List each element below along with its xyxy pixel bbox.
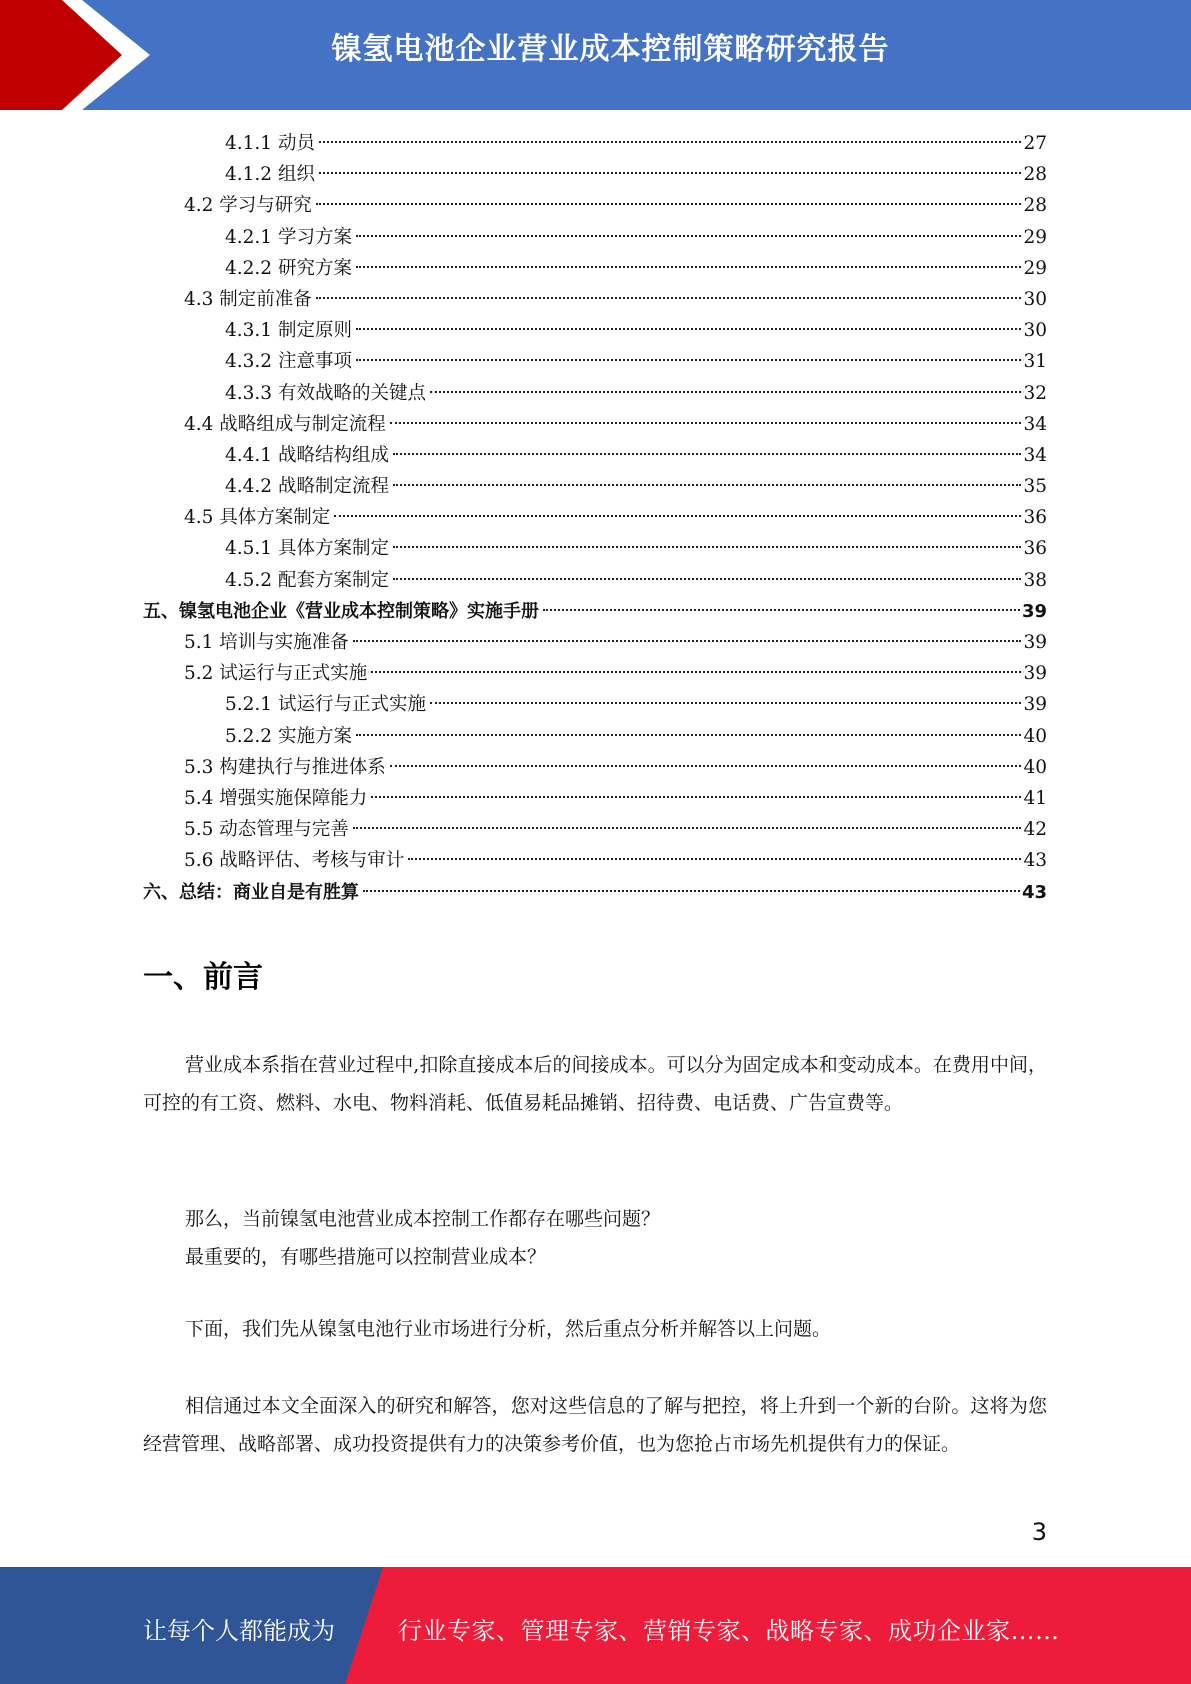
toc-entry-label: 5.5 动态管理与完善 [184, 814, 351, 845]
toc-entry[interactable] [143, 533, 1047, 564]
toc-entry[interactable] [143, 378, 1047, 409]
toc-entry-page: 39 [1022, 596, 1047, 627]
toc-entry-label: 4.4 战略组成与制定流程 [184, 409, 388, 440]
toc-entry-page: 31 [1023, 346, 1047, 377]
toc-entry-label: 5.2.2 实施方案 [225, 721, 354, 752]
toc-dot-leader [356, 359, 1022, 361]
toc-dot-leader [353, 827, 1022, 829]
toc-entry-label: 4.3.2 注意事项 [225, 346, 354, 377]
toc-entry[interactable] [143, 346, 1047, 377]
toc-dot-leader [353, 640, 1022, 642]
toc-entry[interactable] [143, 253, 1047, 284]
toc-dot-leader [356, 235, 1022, 237]
toc-entry-label: 4.3.3 有效战略的关键点 [225, 378, 428, 409]
toc-entry-page: 40 [1023, 721, 1047, 752]
toc-entry-label: 4.4.1 战略结构组成 [225, 440, 391, 471]
toc-entry[interactable] [143, 190, 1047, 221]
toc-dot-leader [390, 765, 1022, 767]
toc-entry[interactable] [143, 658, 1047, 689]
toc-entry-label: 5.3 构建执行与推进体系 [184, 752, 388, 783]
toc-entry-label: 4.3.1 制定原则 [225, 315, 354, 346]
toc-entry-page: 39 [1023, 627, 1047, 658]
toc-entry-page: 30 [1023, 315, 1047, 346]
toc-entry-label: 4.1.1 动员 [225, 128, 317, 159]
toc-entry-label: 4.5 具体方案制定 [184, 502, 332, 533]
toc-dot-leader [393, 453, 1021, 455]
toc-dot-leader [356, 734, 1022, 736]
toc-dot-leader [371, 671, 1021, 673]
toc-entry[interactable] [143, 627, 1047, 658]
toc-entry-page: 38 [1023, 565, 1047, 596]
toc-entry-label: 5.1 培训与实施准备 [184, 627, 351, 658]
toc-entry-label: 5.6 战略评估、考核与审计 [184, 845, 406, 876]
toc-entry-label: 4.1.2 组织 [225, 159, 317, 190]
toc-dot-leader [316, 203, 1022, 205]
toc-entry[interactable] [143, 783, 1047, 814]
footer-slogan-left: 让每个人都能成为 [143, 1617, 335, 1645]
paragraph-question-2: 最重要的，有哪些措施可以控制营业成本？ [185, 1246, 547, 1268]
toc-entry[interactable] [143, 565, 1047, 596]
toc-entry[interactable] [143, 315, 1047, 346]
toc-entry-label: 5.2 试运行与正式实施 [184, 658, 369, 689]
toc-entry-page: 36 [1023, 502, 1047, 533]
table-of-contents [143, 128, 1047, 908]
toc-entry-label: 五、镍氢电池企业《营业成本控制策略》实施手册 [143, 596, 541, 627]
toc-entry-page: 32 [1023, 378, 1047, 409]
toc-entry[interactable] [143, 222, 1047, 253]
toc-entry-page: 34 [1023, 409, 1047, 440]
toc-entry-label: 4.5.1 具体方案制定 [225, 533, 391, 564]
toc-entry[interactable] [143, 877, 1047, 908]
toc-entry-label: 5.4 增强实施保障能力 [184, 783, 369, 814]
toc-entry-page: 28 [1023, 190, 1047, 221]
toc-entry-page: 27 [1023, 128, 1047, 159]
page-number: 3 [1031, 1518, 1047, 1546]
toc-entry-label: 4.2.1 学习方案 [225, 222, 354, 253]
toc-entry-page: 41 [1023, 783, 1047, 814]
toc-entry[interactable] [143, 440, 1047, 471]
toc-entry-label: 4.2 学习与研究 [184, 190, 314, 221]
page-header [0, 0, 1191, 110]
paragraph-conclusion: 相信通过本文全面深入的研究和解答，您对这些信息的了解与把控，将上升到一个新的台阶。这将为您经营管理、战略部署、成功投资提供有力的决策参考价值，也为您抢占市场先机提供有力的保证。 [143, 1395, 1047, 1455]
toc-entry-page: 29 [1023, 253, 1047, 284]
toc-dot-leader [319, 172, 1022, 174]
toc-entry-page: 29 [1023, 222, 1047, 253]
toc-entry-page: 39 [1023, 689, 1047, 720]
toc-entry[interactable] [143, 409, 1047, 440]
toc-entry[interactable] [143, 752, 1047, 783]
report-title: 镍氢电池企业营业成本控制策略研究报告 [331, 32, 890, 67]
toc-entry-page: 39 [1023, 658, 1047, 689]
toc-entry[interactable] [143, 284, 1047, 315]
toc-dot-leader [390, 422, 1022, 424]
toc-entry[interactable] [143, 845, 1047, 876]
toc-entry[interactable] [143, 128, 1047, 159]
toc-dot-leader [371, 796, 1021, 798]
toc-entry[interactable] [143, 689, 1047, 720]
footer-slogan-right: 行业专家、管理专家、营销专家、战略专家、成功企业家…… [398, 1617, 1060, 1645]
toc-dot-leader [356, 328, 1022, 330]
toc-entry[interactable] [143, 814, 1047, 845]
toc-entry-label: 4.5.2 配套方案制定 [225, 565, 391, 596]
toc-dot-leader [543, 609, 1020, 611]
toc-entry[interactable] [143, 502, 1047, 533]
toc-dot-leader [408, 858, 1021, 860]
toc-entry-label: 5.2.1 试运行与正式实施 [225, 689, 428, 720]
toc-dot-leader [393, 578, 1021, 580]
paragraph-analysis: 下面，我们先从镍氢电池行业市场进行分析，然后重点分析并解答以上问题。 [185, 1318, 832, 1340]
toc-dot-leader [393, 546, 1021, 548]
toc-entry-label: 4.2.2 研究方案 [225, 253, 354, 284]
toc-entry[interactable] [143, 471, 1047, 502]
toc-dot-leader [316, 297, 1022, 299]
toc-dot-leader [334, 515, 1021, 517]
paragraph-intro: 营业成本系指在营业过程中,扣除直接成本后的间接成本。可以分为固定成本和变动成本。在费用中间，可控的有工资、燃料、水电、物料消耗、低值易耗品摊销、招待费、电话费、广告宣费等。 [143, 1054, 1047, 1114]
section-heading: 一、前言 [143, 960, 263, 995]
toc-entry-page: 40 [1023, 752, 1047, 783]
toc-entry-page: 42 [1023, 814, 1047, 845]
toc-entry-page: 35 [1023, 471, 1047, 502]
toc-entry-page: 36 [1023, 533, 1047, 564]
toc-entry[interactable] [143, 721, 1047, 752]
toc-entry[interactable] [143, 596, 1047, 627]
toc-dot-leader [356, 266, 1022, 268]
paragraph-question-1: 那么，当前镍氢电池营业成本控制工作都存在哪些问题？ [185, 1208, 661, 1230]
toc-entry-page: 43 [1022, 877, 1047, 908]
toc-dot-leader [363, 890, 1020, 892]
toc-dot-leader [430, 391, 1021, 393]
toc-entry-label: 六、总结：商业自是有胜算 [143, 877, 361, 908]
toc-entry-page: 28 [1023, 159, 1047, 190]
toc-entry-page: 43 [1023, 845, 1047, 876]
toc-dot-leader [319, 141, 1022, 143]
toc-entry[interactable] [143, 159, 1047, 190]
toc-entry-label: 4.3 制定前准备 [184, 284, 314, 315]
page-footer [0, 1567, 1191, 1684]
toc-entry-label: 4.4.2 战略制定流程 [225, 471, 391, 502]
toc-entry-page: 30 [1023, 284, 1047, 315]
toc-dot-leader [430, 702, 1021, 704]
toc-entry-page: 34 [1023, 440, 1047, 471]
toc-dot-leader [393, 484, 1021, 486]
